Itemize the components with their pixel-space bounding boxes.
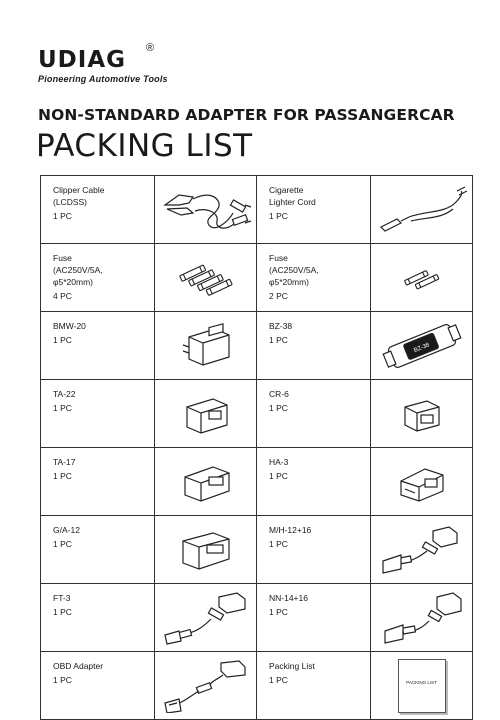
item-qty: 1 PC — [269, 211, 288, 221]
item-cell — [41, 516, 155, 584]
item-image-cell — [371, 176, 473, 244]
item-name: Clipper Cable (LCDSS) — [53, 185, 105, 207]
item-qty: 1 PC — [53, 471, 72, 481]
packing-list-doc-label: PACKING LIST — [406, 679, 437, 685]
item-image-cell — [155, 516, 257, 584]
bz-38-adapter-icon — [375, 319, 469, 373]
item-cell — [257, 176, 371, 244]
brand-name: UDIAG — [38, 47, 127, 73]
item-cell — [257, 312, 371, 380]
item-name: BMW-20 — [53, 321, 86, 331]
obd-adapter-cable-icon — [159, 659, 253, 713]
item-qty: 1 PC — [269, 335, 288, 345]
item-name: Packing List — [269, 661, 315, 671]
ta-17-adapter-icon — [159, 455, 253, 509]
table-row — [41, 516, 473, 584]
item-image-cell — [371, 448, 473, 516]
item-name: FT-3 — [53, 593, 71, 603]
item-name: OBD Adapter — [53, 661, 104, 671]
document-subtitle: NON-STANDARD ADAPTER FOR PASSANGERCAR — [38, 106, 455, 124]
ha-3-adapter-icon — [375, 455, 469, 509]
item-qty: 1 PC — [53, 607, 72, 617]
item-qty: 1 PC — [269, 403, 288, 413]
item-image-cell — [155, 448, 257, 516]
item-image-cell — [155, 176, 257, 244]
item-qty: 2 PC — [269, 291, 288, 301]
item-cell — [257, 652, 371, 720]
item-image-cell — [155, 380, 257, 448]
item-image-cell — [371, 380, 473, 448]
item-cell — [257, 516, 371, 584]
packing-list-doc-icon — [398, 659, 446, 713]
item-cell — [257, 244, 371, 312]
brand-logo — [38, 42, 168, 84]
table-row — [41, 176, 473, 244]
item-name: NN-14+16 — [269, 593, 308, 603]
item-qty: 1 PC — [269, 675, 288, 685]
fuse-4-icon — [159, 251, 253, 305]
item-image-cell — [155, 652, 257, 720]
item-name: HA-3 — [269, 457, 289, 467]
item-name: M/H-12+16 — [269, 525, 312, 535]
item-qty: 1 PC — [269, 471, 288, 481]
table-row — [41, 584, 473, 652]
item-cell — [41, 312, 155, 380]
bz-38-label: BZ-38 — [412, 341, 431, 354]
item-name: Cigarette Lighter Cord — [269, 185, 316, 207]
cr-6-adapter-icon — [375, 387, 469, 441]
table-row — [41, 312, 473, 380]
item-name: CR-6 — [269, 389, 289, 399]
ta-22-adapter-icon — [159, 387, 253, 441]
item-qty: 1 PC — [53, 675, 72, 685]
table-row — [41, 652, 473, 720]
document-title: PACKING LIST — [36, 128, 253, 164]
item-name: G/A-12 — [53, 525, 80, 535]
clipper-cable-icon — [159, 183, 253, 237]
item-image-cell — [155, 584, 257, 652]
mh-12-16-cable-icon — [375, 523, 469, 577]
item-image-cell — [371, 652, 473, 720]
registered-mark: ® — [146, 42, 155, 54]
item-image-cell — [371, 516, 473, 584]
item-qty: 1 PC — [53, 539, 72, 549]
item-cell — [41, 448, 155, 516]
item-cell — [257, 380, 371, 448]
item-qty: 1 PC — [269, 607, 288, 617]
item-name: BZ-38 — [269, 321, 293, 331]
item-qty: 1 PC — [269, 539, 288, 549]
item-cell — [257, 448, 371, 516]
item-qty: 1 PC — [53, 403, 72, 413]
item-image-cell — [371, 244, 473, 312]
cigarette-lighter-cord-icon — [375, 183, 469, 237]
ga-12-adapter-icon — [159, 523, 253, 577]
ft-3-cable-icon — [159, 591, 253, 645]
brand-tagline: Pioneering Automotive Tools — [38, 74, 168, 84]
nn-14-16-cable-icon — [375, 591, 469, 645]
item-qty: 4 PC — [53, 291, 72, 301]
item-name: TA-17 — [53, 457, 76, 467]
item-cell — [41, 380, 155, 448]
table-row — [41, 244, 473, 312]
item-qty: 1 PC — [53, 211, 72, 221]
item-name: TA-22 — [53, 389, 76, 399]
item-name: Fuse (AC250V/5A, φ5*20mm) — [53, 253, 103, 287]
item-name: Fuse (AC250V/5A, φ5*20mm) — [269, 253, 319, 287]
item-image-cell — [371, 312, 473, 380]
item-image-cell — [371, 584, 473, 652]
item-cell — [41, 584, 155, 652]
item-cell — [257, 584, 371, 652]
table-row — [41, 448, 473, 516]
bmw-20-adapter-icon — [159, 319, 253, 373]
item-image-cell — [155, 312, 257, 380]
table-row — [41, 380, 473, 448]
item-cell — [41, 652, 155, 720]
item-cell — [41, 176, 155, 244]
item-qty: 1 PC — [53, 335, 72, 345]
item-image-cell — [155, 244, 257, 312]
item-cell — [41, 244, 155, 312]
packing-list-table — [40, 175, 473, 720]
fuse-2-icon — [375, 251, 469, 305]
